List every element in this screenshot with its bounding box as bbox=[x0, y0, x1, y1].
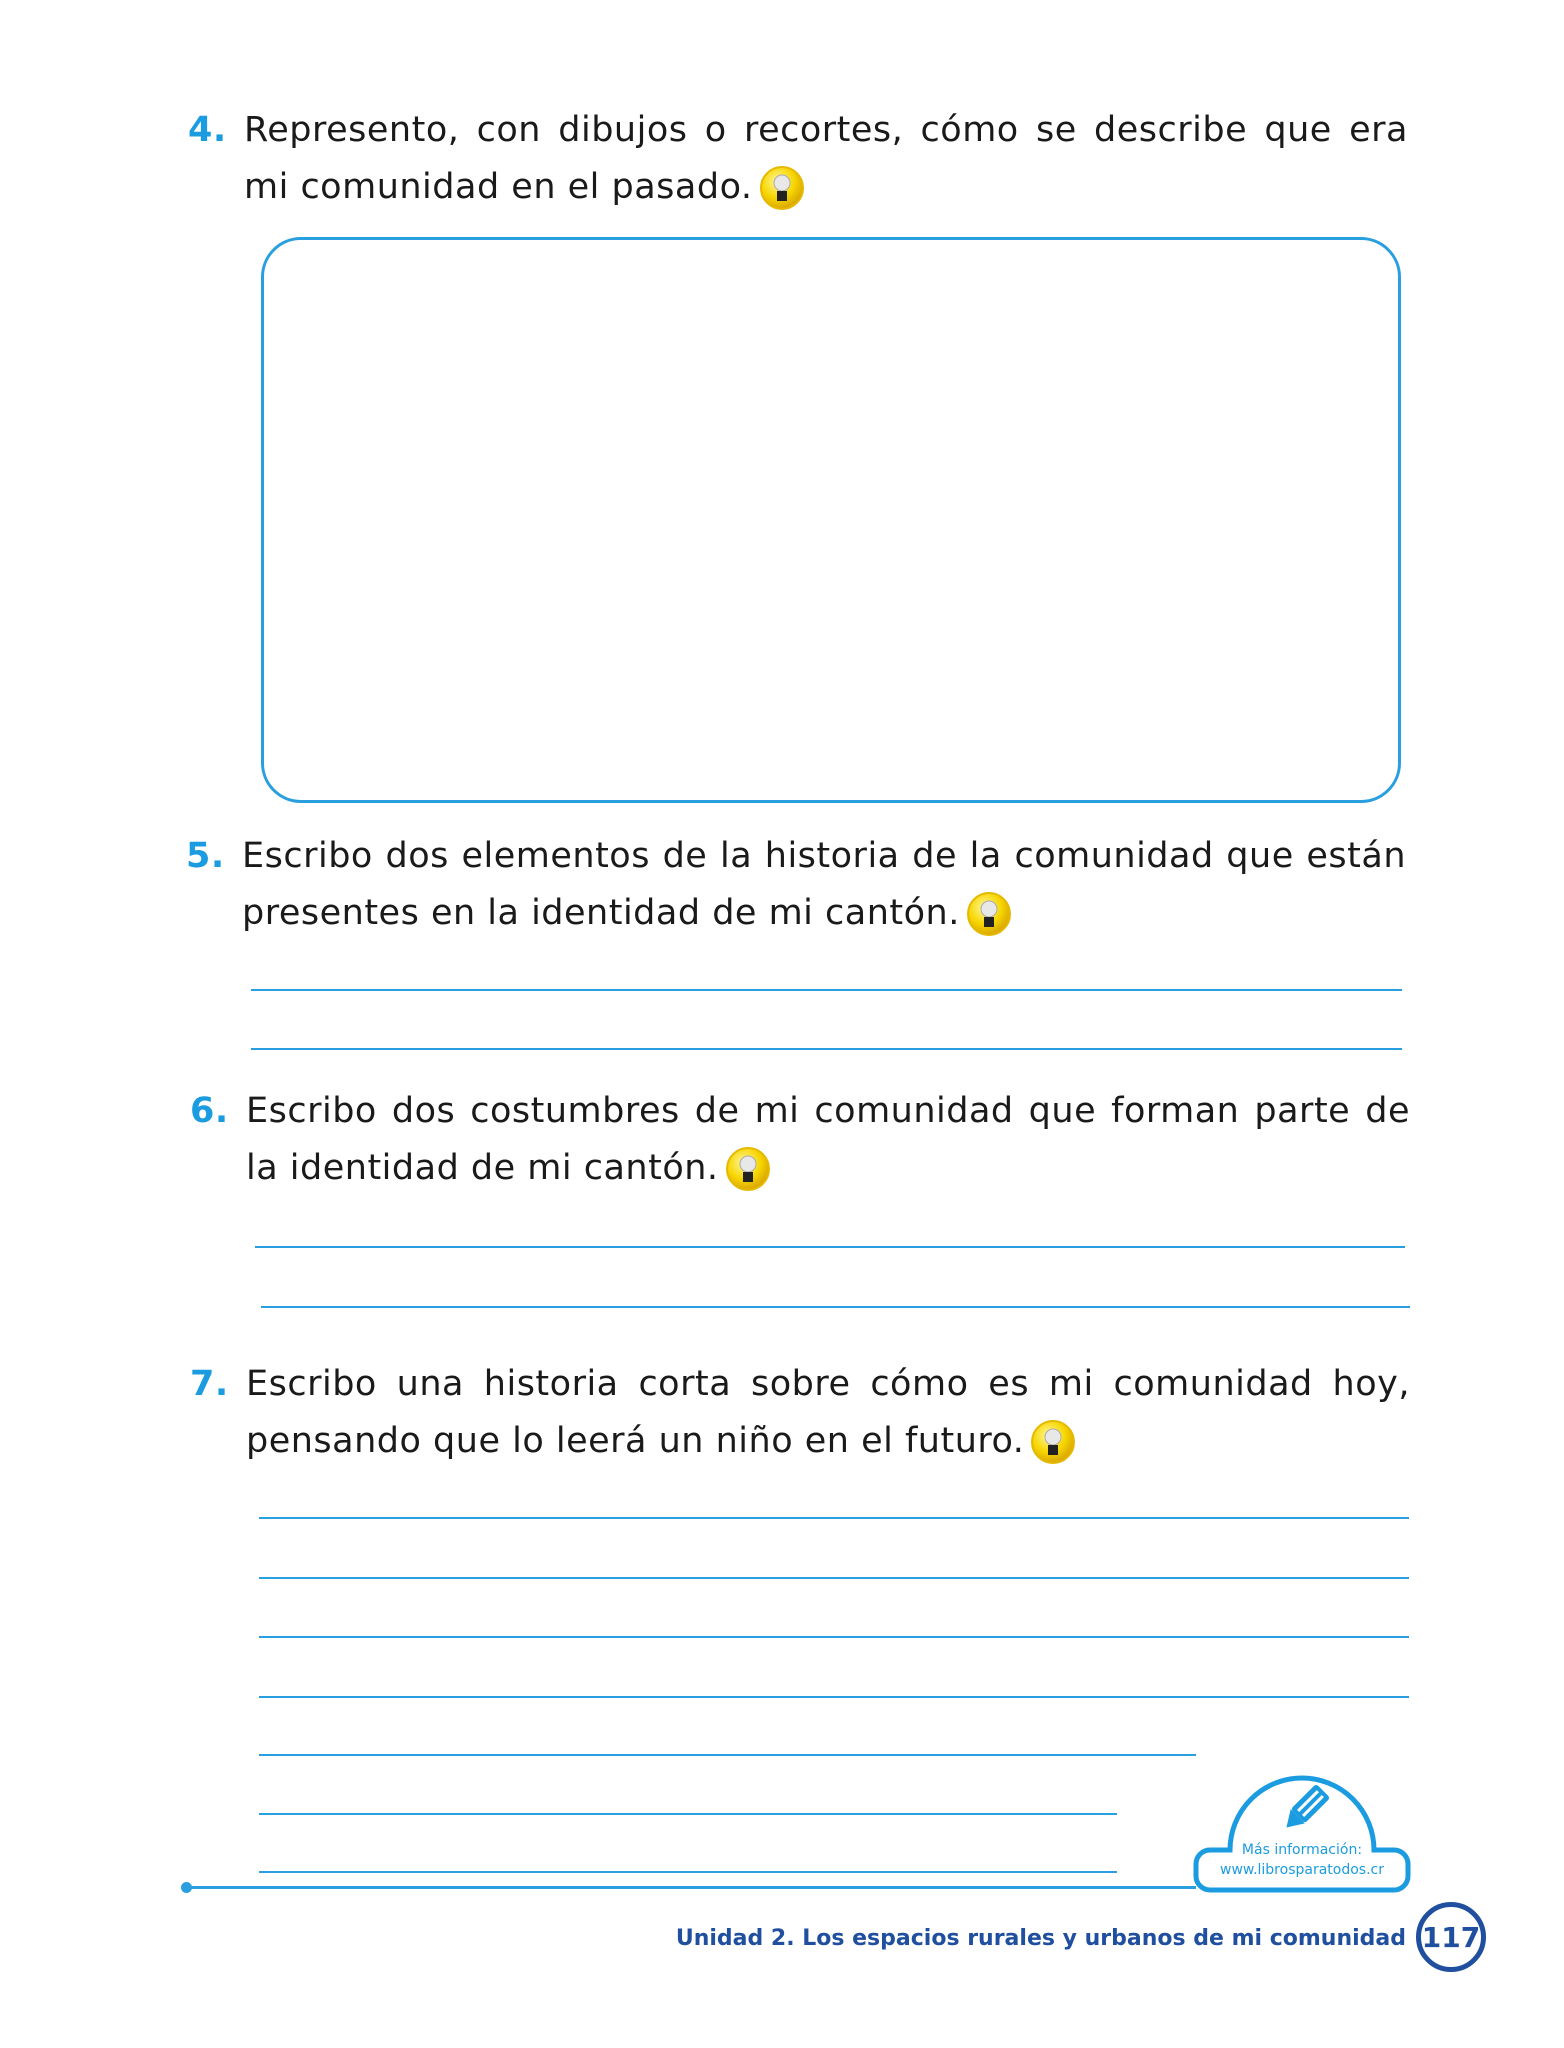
website-link[interactable]: www.librosparatodos.cr bbox=[1220, 1862, 1384, 1878]
drawing-area[interactable] bbox=[261, 237, 1401, 803]
page-number: 117 bbox=[1416, 1902, 1486, 1972]
question-number: 7. bbox=[190, 1364, 229, 1404]
answer-line[interactable] bbox=[259, 1754, 1196, 1756]
answer-line[interactable] bbox=[259, 1517, 1409, 1519]
lightbulb-icon bbox=[1030, 1419, 1076, 1465]
question-text: Represento, con dibujos o recortes, cómo se describe que era mi comunidad en el pasado. bbox=[244, 110, 1408, 207]
question-number: 6. bbox=[190, 1091, 229, 1131]
question-text: Escribo dos costumbres de mi comunidad que forman parte de la identidad de mi cantón. bbox=[246, 1091, 1410, 1188]
question-5 bbox=[186, 828, 1406, 942]
info-label: Más información: bbox=[1241, 1842, 1363, 1858]
lightbulb-icon bbox=[966, 891, 1012, 937]
answer-line[interactable] bbox=[261, 1306, 1410, 1308]
question-7 bbox=[190, 1356, 1410, 1470]
question-number: 5. bbox=[186, 836, 225, 876]
answer-line[interactable] bbox=[255, 1246, 1405, 1248]
answer-line[interactable] bbox=[259, 1577, 1409, 1579]
answer-line[interactable] bbox=[259, 1871, 1117, 1873]
unit-title: Unidad 2. Los espacios rurales y urbanos de mi comunidad bbox=[675, 1926, 1406, 1951]
lightbulb-icon bbox=[759, 165, 805, 211]
question-4 bbox=[188, 102, 1408, 216]
answer-line[interactable] bbox=[251, 1048, 1402, 1050]
question-text: Escribo dos elementos de la historia de la comunidad que están presentes en la identidad de mi cantón. bbox=[242, 836, 1406, 933]
answer-line[interactable] bbox=[251, 989, 1402, 991]
question-text: Escribo una historia corta sobre cómo es mi comunidad hoy, pensando que lo leerá un niño en el futuro. bbox=[246, 1364, 1410, 1461]
footer-divider bbox=[186, 1886, 1196, 1889]
answer-line[interactable] bbox=[259, 1813, 1117, 1815]
question-6 bbox=[190, 1083, 1410, 1197]
question-number: 4. bbox=[188, 110, 227, 150]
answer-line[interactable] bbox=[259, 1636, 1409, 1638]
divider-dot bbox=[181, 1882, 192, 1893]
info-badge-text bbox=[1190, 1840, 1414, 1880]
answer-line[interactable] bbox=[259, 1696, 1409, 1698]
lightbulb-icon bbox=[725, 1146, 771, 1192]
